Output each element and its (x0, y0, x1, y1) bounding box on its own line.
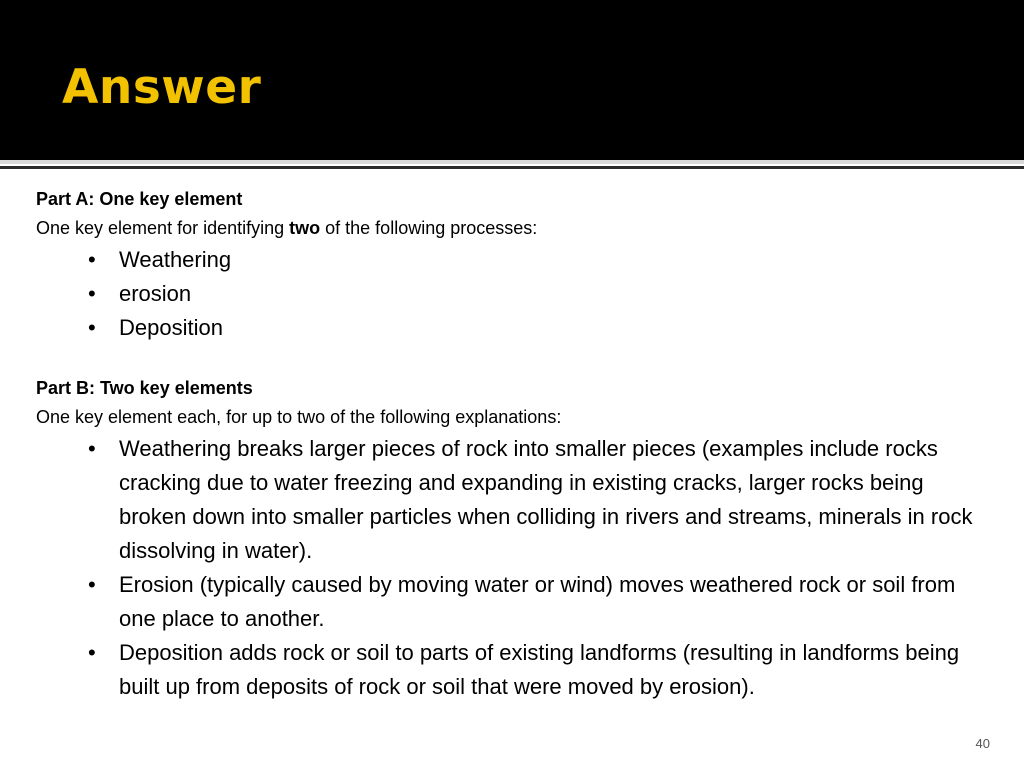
part-b-bullet-text: Erosion (typically caused by moving water or wind) moves weathered rock or soil from one place to another. (119, 572, 956, 631)
part-a-bullet-item (36, 243, 996, 277)
part-a-bullet-item (36, 311, 996, 345)
bullet-icon: • (88, 436, 96, 461)
title-bar (0, 0, 1024, 160)
part-a-bullet-item (36, 277, 996, 311)
bullet-icon: • (88, 247, 96, 272)
slide-body (36, 185, 996, 704)
part-b-heading: Part B: Two key elements (36, 378, 253, 398)
bullet-icon: • (88, 315, 96, 340)
part-b-bullet-item (36, 432, 996, 568)
slide-title: Answer (62, 60, 262, 115)
bullet-icon: • (88, 281, 96, 306)
part-a-intro-end: of the following processes: (320, 218, 538, 238)
part-b-bullet-item (36, 568, 996, 636)
header-divider-shadow (0, 166, 1024, 169)
part-a-intro (36, 214, 996, 243)
part-a-bullet-text: erosion (119, 281, 192, 306)
part-a-heading: Part A: One key element (36, 189, 243, 209)
part-a-section (36, 185, 996, 345)
bullet-icon: • (88, 572, 96, 597)
part-a-intro-start: One key element for identifying (36, 218, 290, 238)
part-b-bullet-text: Weathering breaks larger pieces of rock into smaller pieces (examples include rocks cracking due to water freezing and expanding in existing cracks, larger rocks being broken down into smaller particles when colliding in rivers and streams, minerals in rock dissolving in water). (119, 436, 973, 563)
bullet-icon: • (88, 640, 96, 665)
part-b-bullet-list (36, 432, 996, 704)
part-b-bullet-text: Deposition adds rock or soil to parts of existing landforms (resulting in landforms being built up from deposits of rock or soil that were moved by erosion). (119, 640, 960, 699)
part-b-bullet-item (36, 636, 996, 704)
part-a-bullet-text: Deposition (119, 315, 223, 340)
part-a-intro-emphasis: two (289, 218, 321, 238)
part-b-section (36, 374, 996, 704)
part-a-bullet-text: Weathering (119, 247, 232, 272)
part-a-bullet-list (36, 243, 996, 345)
slide-number: 40 (975, 736, 990, 751)
part-b-intro: One key element each, for up to two of the following explanations: (36, 407, 562, 427)
